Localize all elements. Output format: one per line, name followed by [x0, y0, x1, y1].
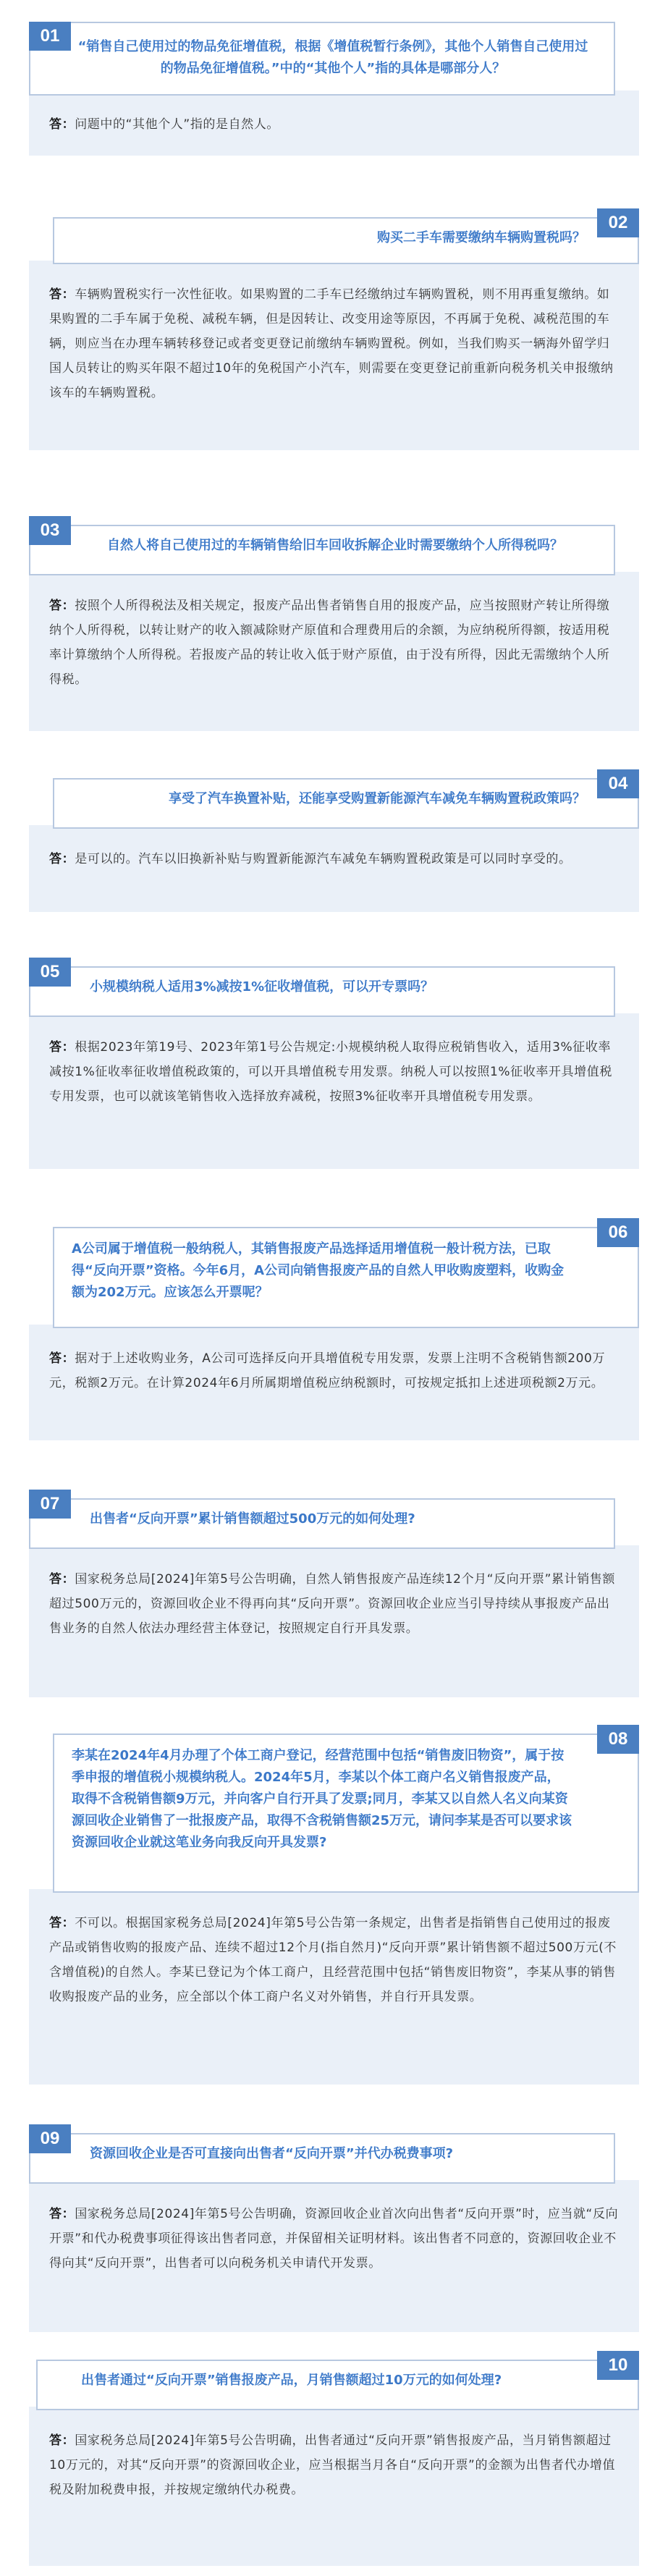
question-number-badge: 02: [597, 208, 639, 237]
answer-label: 答：: [49, 287, 75, 302]
answer-box: [29, 825, 639, 912]
question-box: [53, 778, 639, 829]
question-number-badge: 09: [29, 2124, 71, 2153]
answer-box: [29, 2407, 639, 2566]
question-box: [53, 217, 639, 264]
question-text: 小规模纳税人适用3%减按1%征收增值税，可以开专票吗？: [90, 979, 434, 994]
question-box: [53, 1227, 639, 1328]
answer-text: 国家税务总局[2024]年第5号公告明确，资源回收企业首次向出售者“反向开票”时，应当就“反向开票”和代办税费事项征得该出售者同意，并保留相关证明材料。该出售者不同意的，资源回收企业不得向其“反向开票”，出售者可以向税务机关申请代开发票。: [49, 2207, 619, 2271]
answer-label: 答：: [49, 117, 75, 132]
answer-text: 按照个人所得税法及相关规定，报废产品出售者销售自用的报废产品，应当按照财产转让所得缴纳个人所得税，以转让财产的收入额减除财产原值和合理费用后的余额，为应纳税所得额，按适用税率计算缴纳个人所得税。若报废产品的转让收入低于财产原值，由于没有所得，因此无需缴纳个人所得税。: [49, 599, 610, 687]
answer-label: 答：: [49, 2207, 75, 2221]
answer-text: 国家税务总局[2024]年第5号公告明确，自然人销售报废产品连续12个月“反向开票”累计销售额超过500万元的，资源回收企业不得再向其“反向开票”。资源回收企业应当引导持续从事报废产品出售业务的自然人依法办理经营主体登记，按照规定自行开具发票。: [49, 1572, 615, 1636]
question-text: A公司属于增值税一般纳税人，其销售报废产品选择适用增值税一般计税方法，已取得“反向开票”资格。今年6月，A公司向销售报废产品的自然人甲收购废塑料，收购金额为202万元。应该怎么开票呢？: [72, 1241, 565, 1300]
question-box: [53, 1733, 639, 1893]
question-number-badge: 08: [597, 1725, 639, 1754]
answer-text: 问题中的“其他个人”指的是自然人。: [75, 117, 280, 132]
question-box: [29, 22, 615, 96]
question-number-badge: 04: [597, 769, 639, 798]
question-text: 购买二手车需要缴纳车辆购置税吗？: [377, 230, 585, 245]
answer-label: 答：: [49, 852, 75, 866]
question-number-badge: 05: [29, 958, 71, 987]
question-number-badge: 06: [597, 1218, 639, 1247]
answer-text: 车辆购置税实行一次性征收。如果购置的二手车已经缴纳过车辆购置税，则不用再重复缴纳。如果购置的二手车属于免税、减税车辆，但是因转让、改变用途等原因，不再属于免税、减税范围的车辆，则应当在办理车辆转移登记或者变更登记前缴纳车辆购置税。例如，当我们购买一辆海外留学归国人员转让的购买年限不超过10年的免税国产小汽车，则需要在变更登记前重新向税务机关申报缴纳该车的车辆购置税。: [49, 287, 614, 400]
question-number-badge: 07: [29, 1490, 71, 1519]
question-number-badge: 10: [597, 2351, 639, 2380]
question-box: [29, 525, 615, 575]
question-text: 资源回收企业是否可直接向出售者“反向开票”并代办税费事项?: [90, 2146, 454, 2161]
answer-box: [29, 2180, 639, 2332]
answer-label: 答：: [49, 1351, 75, 1366]
question-number-badge: 03: [29, 516, 71, 545]
question-box: [29, 966, 615, 1017]
question-text: 出售者“反向开票”累计销售额超过500万元的如何处理?: [90, 1511, 415, 1526]
question-text: “销售自己使用过的物品免征增值税，根据《增值税暂行条例》，其他个人销售自己使用过的物品免征增值税。”中的“其他个人”指的具体是哪部分人？: [77, 39, 588, 76]
answer-text: 据对于上述收购业务，A公司可选择反向开具增值税专用发票，发票上注明不含税销售额200万元，税额2万元。在计算2024年6月所属期增值税应纳税额时，可按规定抵扣上述进项税额2万元。: [49, 1351, 606, 1390]
question-box: [29, 1498, 615, 1549]
answer-box: [29, 1545, 639, 1697]
question-box: [29, 2133, 615, 2184]
answer-box: [29, 1013, 639, 1169]
question-text: 享受了汽车换置补贴，还能享受购置新能源汽车减免车辆购置税政策吗？: [169, 791, 585, 806]
answer-text: 国家税务总局[2024]年第5号公告明确，出售者通过“反向开票”销售报废产品，当月销售额超过10万元的，对其“反向开票”的资源回收企业，应当根据当月各自“反向开票”的金额为出售者代办增值税及附加税费申报，并按规定缴纳代办税费。: [49, 2433, 616, 2497]
question-box: [36, 2360, 639, 2410]
answer-box: [29, 261, 639, 450]
answer-label: 答：: [49, 1040, 75, 1055]
question-text: 李某在2024年4月办理了个体工商户登记，经营范围中包括“销售废旧物资”，属于按季申报的增值税小规模纳税人。2024年5月，李某以个体工商户名义销售报废产品，取得不含税销售额9万元，并向客户自行开具了发票;同月，李某又以自然人名义向某资源回收企业销售了一批报废产品，取得不含税销售额25万元，请问李某是否可以要求该资源回收企业就这笔业务向我反向开具发票?: [72, 1748, 572, 1850]
answer-label: 答：: [49, 1916, 75, 1930]
answer-text: 根据2023年第19号、2023年第1号公告规定:小规模纳税人取得应税销售收入，适用3%征收率减按1%征收率征收增值税政策的，可以开具增值税专用发票。纳税人可以按照1%征收率开具增值税专用发票，也可以就该笔销售收入选择放弃减税，按照3%征收率开具增值税专用发票。: [49, 1040, 612, 1104]
answer-box: [29, 1889, 639, 2085]
answer-box: [29, 1325, 639, 1440]
answer-box: [29, 90, 639, 156]
answer-label: 答：: [49, 1572, 75, 1587]
answer-text: 不可以。根据国家税务总局[2024]年第5号公告第一条规定，出售者是指销售自己使用过的报废产品或销售收购的报废产品、连续不超过12个月(指自然月)“反向开票”累计销售额不超过500万元(不含增值税)的自然人。李某已登记为个体工商户，且经营范围中包括“销售废旧物资”，李某从事的销售收购报废产品的业务，应全部以个体工商户名义对外销售，并自行开具发票。: [49, 1916, 617, 2004]
question-number-badge: 01: [29, 22, 71, 51]
answer-label: 答：: [49, 599, 75, 613]
question-text: 自然人将自己使用过的车辆销售给旧车回收拆解企业时需要缴纳个人所得税吗？: [107, 538, 563, 553]
question-text: 出售者通过“反向开票”销售报废产品，月销售额超过10万元的如何处理?: [81, 2373, 502, 2388]
answer-label: 答：: [49, 2433, 75, 2448]
answer-text: 是可以的。汽车以旧换新补贴与购置新能源汽车减免车辆购置税政策是可以同时享受的。: [75, 852, 572, 866]
answer-box: [29, 572, 639, 731]
